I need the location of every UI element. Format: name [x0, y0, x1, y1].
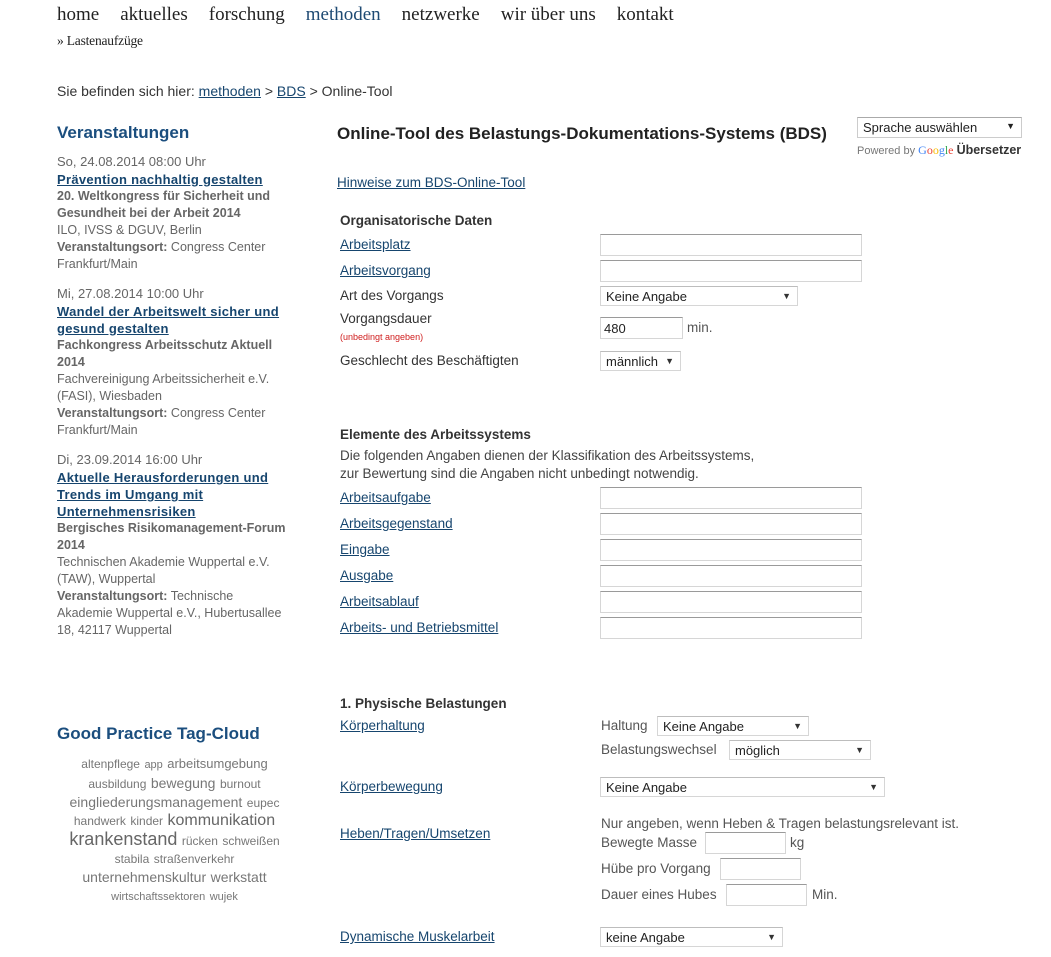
- row-koerperhaltung: [340, 718, 425, 733]
- hubdauer-unit: Min.: [812, 887, 838, 902]
- huebe-input[interactable]: [720, 858, 801, 880]
- arbeitsgegenstand-input[interactable]: [600, 513, 862, 535]
- tag-link[interactable]: krankenstand: [69, 829, 178, 849]
- eingabe-input[interactable]: [600, 539, 862, 561]
- row-betriebsmittel: [340, 620, 498, 635]
- tag-link[interactable]: stabila: [114, 852, 150, 866]
- heben-note: Nur angeben, wenn Heben & Tragen belastungsrelevant ist.: [601, 816, 959, 831]
- arbeitsgegenstand-link[interactable]: Arbeitsgegenstand: [340, 516, 453, 531]
- event-item: [57, 153, 287, 273]
- tag-link[interactable]: kinder: [130, 814, 164, 828]
- elements-description: [340, 447, 754, 483]
- row-eingabe: [340, 542, 390, 557]
- arbeitsvorgang-link[interactable]: Arbeitsvorgang: [340, 263, 431, 278]
- breadcrumb-current: Online-Tool: [321, 83, 393, 99]
- powered-by-label: Powered by: [857, 145, 916, 157]
- art-des-vorgangs-select[interactable]: [600, 286, 798, 306]
- event-host: Fachvereinigung Arbeitssicherheit e.V. (FASI), Wiesbaden: [57, 372, 270, 403]
- belastungswechsel-select[interactable]: [729, 740, 871, 760]
- nav-forschung[interactable]: forschung: [208, 4, 285, 25]
- event-date: Mi, 27.08.2014 10:00 Uhr: [57, 286, 204, 301]
- heben-link[interactable]: Heben/Tragen/Umsetzen: [340, 826, 491, 841]
- tagcloud-heading: Good Practice Tag-Cloud: [57, 724, 260, 743]
- vorgangsdauer-unit: min.: [687, 320, 713, 335]
- breadcrumb-prefix: Sie befinden sich hier:: [57, 83, 195, 99]
- event-date: Di, 23.09.2014 16:00 Uhr: [57, 452, 203, 467]
- language-select[interactable]: [857, 117, 1022, 138]
- row-arbeitsplatz: [340, 237, 411, 252]
- row-muskelarbeit: [340, 929, 495, 944]
- breadcrumb-sep: >: [309, 83, 318, 99]
- tag-link[interactable]: arbeitsumgebung: [167, 756, 268, 771]
- tag-link[interactable]: altenpflege: [81, 757, 140, 771]
- event-org: 20. Weltkongress für Sicherheit und Gesundheit bei der Arbeit 2014: [57, 189, 271, 220]
- main-content: [337, 124, 837, 143]
- event-location-label: Veranstaltungsort:: [57, 406, 168, 420]
- chevron-down-icon: ▼: [869, 782, 878, 792]
- geschlecht-select[interactable]: [600, 351, 681, 371]
- elements-desc-line2: zur Bewertung sind die Angaben nicht unbedingt notwendig.: [340, 466, 699, 481]
- koerperbewegung-link[interactable]: Körperbewegung: [340, 779, 443, 794]
- elements-desc-line1: Die folgenden Angaben dienen der Klassifikation des Arbeitssystems,: [340, 448, 755, 463]
- tag-link[interactable]: burnout: [219, 777, 261, 791]
- row-arbeitsvorgang: [340, 263, 431, 278]
- tag-link[interactable]: eingliederungsmanagement: [69, 794, 243, 810]
- event-item: [57, 451, 287, 639]
- hubdauer-label: Dauer eines Hubes: [601, 887, 717, 902]
- belastungswechsel-select-value: möglich: [735, 743, 780, 758]
- section-org-heading: Organisatorische Daten: [340, 213, 493, 228]
- haltung-label: Haltung: [601, 718, 648, 733]
- google-logo-icon: Google: [918, 143, 954, 157]
- row-heben: [340, 826, 490, 841]
- arbeitsablauf-link[interactable]: Arbeitsablauf: [340, 594, 419, 609]
- event-location: Technische Akademie Wuppertal e.V., Hubertusallee 18, 42117 Wuppertal: [57, 589, 282, 637]
- powered-by-google: [857, 143, 1021, 158]
- art-select-value: Keine Angabe: [606, 289, 687, 304]
- eingabe-link[interactable]: Eingabe: [340, 542, 390, 557]
- arbeitsablauf-input[interactable]: [600, 591, 862, 613]
- geschlecht-label: Geschlecht des Beschäftigten: [340, 353, 519, 368]
- ausgabe-link[interactable]: Ausgabe: [340, 568, 394, 583]
- tag-link[interactable]: kommunikation: [167, 812, 276, 829]
- tag-link[interactable]: wirtschaftssektoren: [111, 891, 206, 903]
- sidebar-events: [57, 123, 287, 651]
- koerperbewegung-select-value: Keine Angabe: [606, 780, 687, 795]
- tag-link[interactable]: werkstatt: [210, 869, 267, 885]
- row-ausgabe: [340, 568, 393, 583]
- section-elements-heading: Elemente des Arbeitssystems: [340, 427, 531, 442]
- breadcrumb: [57, 83, 393, 99]
- masse-input[interactable]: [705, 832, 786, 854]
- muskelarbeit-link[interactable]: Dynamische Muskelarbeit: [340, 929, 495, 944]
- haltung-select-value: Keine Angabe: [663, 719, 744, 734]
- event-host: ILO, IVSS & DGUV, Berlin: [57, 223, 202, 237]
- events-heading: Veranstaltungen: [57, 123, 190, 142]
- betriebsmittel-link[interactable]: Arbeits- und Betriebsmittel: [340, 620, 499, 635]
- masse-label: Bewegte Masse: [601, 835, 698, 850]
- translator-link[interactable]: Übersetzer: [956, 143, 1022, 157]
- arbeitsplatz-link[interactable]: Arbeitsplatz: [340, 237, 411, 252]
- row-arbeitsaufgabe: [340, 490, 431, 505]
- tag-link[interactable]: wujek: [209, 891, 238, 903]
- top-nav: [57, 4, 695, 26]
- vorgangsdauer-input[interactable]: [600, 317, 683, 339]
- row-arbeitsablauf: [340, 594, 419, 609]
- hint-link[interactable]: Hinweise zum BDS-Online-Tool: [337, 175, 526, 190]
- tag-link[interactable]: unternehmenskultur: [82, 869, 207, 885]
- vorgangsdauer-label: Vorgangsdauer: [340, 311, 432, 326]
- tag-link[interactable]: handwerk: [73, 814, 126, 828]
- muskelarbeit-select-value: keine Angabe: [606, 930, 685, 945]
- event-org: Bergisches Risikomanagement-Forum 2014: [57, 521, 286, 552]
- tag-link[interactable]: bewegung: [150, 775, 216, 791]
- geschlecht-select-value: männlich: [606, 354, 659, 369]
- belastungswechsel-label: Belastungswechsel: [601, 742, 717, 757]
- tag-cloud: [57, 755, 292, 906]
- breadcrumb-methoden[interactable]: methoden: [198, 83, 261, 99]
- event-title-link[interactable]: Aktuelle Herausforderungen und Trends im Umgang mit Unternehmensrisiken: [57, 470, 269, 519]
- event-location-label: Veranstaltungsort:: [57, 589, 168, 603]
- koerperbewegung-select[interactable]: [600, 777, 885, 797]
- arbeitsvorgang-input[interactable]: [600, 260, 862, 282]
- event-host: Technischen Akademie Wuppertal e.V. (TAW), Wuppertal: [57, 555, 270, 586]
- nav-methoden[interactable]: methoden: [305, 4, 381, 25]
- event-item: [57, 285, 287, 439]
- tag-link[interactable]: eupec: [246, 796, 280, 810]
- hubdauer-input[interactable]: [726, 884, 807, 906]
- breadcrumb-bds[interactable]: BDS: [276, 83, 306, 99]
- event-title-link[interactable]: Prävention nachhaltig gestalten: [57, 172, 263, 187]
- nav-aktuelles[interactable]: aktuelles: [120, 4, 188, 25]
- huebe-label: Hübe pro Vorgang: [601, 861, 711, 876]
- arbeitsaufgabe-link[interactable]: Arbeitsaufgabe: [340, 490, 431, 505]
- koerperhaltung-link[interactable]: Körperhaltung: [340, 718, 425, 733]
- art-label: Art des Vorgangs: [340, 288, 444, 303]
- event-location: Congress Center Frankfurt/Main: [57, 406, 266, 437]
- event-title-link[interactable]: Wandel der Arbeitswelt sicher und gesund gestalten: [57, 304, 280, 336]
- nav-wir-ueber-uns[interactable]: wir über uns: [500, 4, 596, 25]
- tag-link[interactable]: straßenverkehr: [153, 852, 235, 866]
- event-org: Fachkongress Arbeitsschutz Aktuell 2014: [57, 338, 273, 369]
- page-title: Online-Tool des Belastungs-Dokumentations-Systems (BDS): [337, 124, 827, 143]
- row-arbeitsgegenstand: [340, 516, 453, 531]
- row-koerperbewegung: [340, 779, 443, 794]
- chevron-down-icon: ▼: [665, 356, 674, 366]
- chevron-down-icon: ▼: [855, 745, 864, 755]
- language-select-value: Sprache auswählen: [863, 120, 978, 135]
- chevron-down-icon: ▼: [793, 721, 802, 731]
- ausgabe-input[interactable]: [600, 565, 862, 587]
- muskelarbeit-select[interactable]: [600, 927, 783, 947]
- nav-kontakt[interactable]: kontakt: [616, 4, 674, 25]
- arbeitsaufgabe-input[interactable]: [600, 487, 862, 509]
- event-location: Congress Center Frankfurt/Main: [57, 240, 266, 271]
- chevron-down-icon: ▼: [782, 291, 791, 301]
- chevron-down-icon: ▼: [767, 932, 776, 942]
- required-note: (unbedingt angeben): [340, 332, 424, 342]
- tag-link[interactable]: rücken: [181, 834, 218, 848]
- tag-link[interactable]: ausbildung: [88, 777, 147, 791]
- tag-link[interactable]: schweißen: [222, 834, 280, 848]
- section-physical-heading: 1. Physische Belastungen: [340, 696, 507, 711]
- masse-unit: kg: [790, 835, 805, 850]
- tag-link[interactable]: app: [144, 759, 163, 771]
- arbeitsplatz-input[interactable]: [600, 234, 862, 256]
- nav-home[interactable]: home: [57, 4, 100, 25]
- betriebsmittel-input[interactable]: [600, 617, 862, 639]
- breadcrumb-sep: >: [264, 83, 274, 99]
- subnav-lastenaufzuege[interactable]: » Lastenaufzüge: [57, 33, 143, 48]
- nav-netzwerke[interactable]: netzwerke: [401, 4, 480, 25]
- event-location-label: Veranstaltungsort:: [57, 240, 168, 254]
- chevron-down-icon: ▼: [1006, 121, 1015, 131]
- haltung-select[interactable]: [657, 716, 809, 736]
- event-date: So, 24.08.2014 08:00 Uhr: [57, 154, 206, 169]
